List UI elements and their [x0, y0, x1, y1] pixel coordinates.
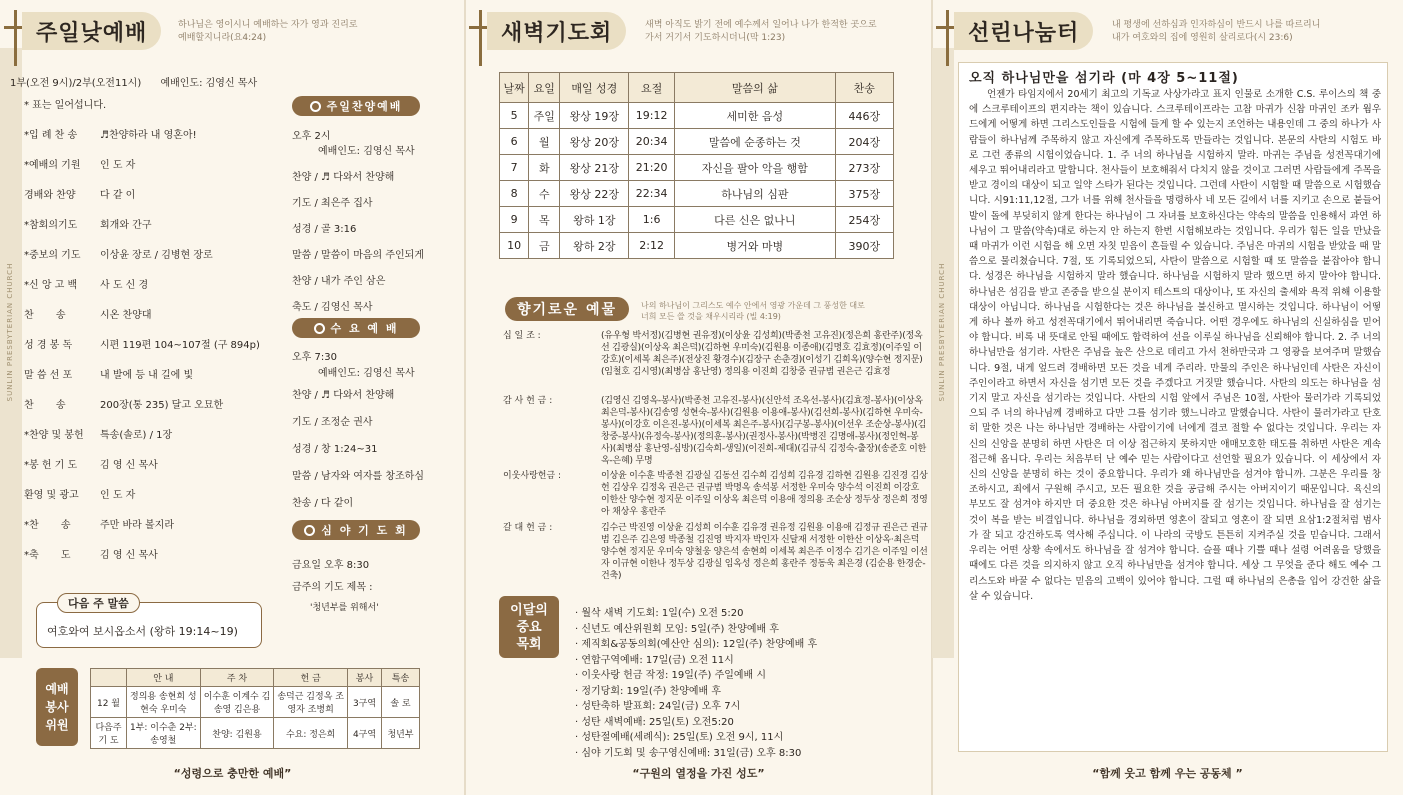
dawn-cell: 10 — [500, 233, 529, 259]
dawn-cell: 말씀에 순종하는 것 — [675, 129, 836, 155]
event-item: · 성탄 새벽예배: 25일(토) 오전5:20 — [575, 716, 734, 728]
wednesday-time: 오후 7:30 — [292, 352, 337, 363]
wednesday-line: 기도 / 조정순 권사 — [292, 417, 373, 428]
night-prayer-time: 금요일 오후 8:30 — [292, 560, 370, 571]
dawn-cell: 하나님의 심판 — [675, 181, 836, 207]
panel1-subtitle: 하나님은 영이시니 예배하는 자가 영과 진리로 예배할지니라(요4:24) — [178, 20, 358, 43]
offering-label: 이웃사랑헌금 : — [503, 471, 562, 481]
panel2-subtitle: 새벽 아직도 밝기 전에 예수께서 일어나 나가 한적한 곳으로 가서 거기서 기도하시더니(막 1:23) — [645, 20, 877, 43]
dawn-header: 말씀의 삶 — [675, 73, 836, 103]
table-row — [500, 233, 894, 259]
next-week-tag: 다음 주 말씀 — [57, 593, 140, 613]
order-value: 인 도 자 — [100, 490, 136, 501]
panel2-header — [465, 6, 932, 56]
panel2-footer: “구원의 열정을 가진 성도” — [632, 767, 765, 780]
table-row — [500, 103, 894, 129]
order-label: 말 씀 선 포 — [24, 370, 73, 381]
panel-sunday-worship — [0, 0, 465, 795]
dawn-cell: 왕상 21장 — [560, 155, 629, 181]
order-label: *중보의 기도 — [24, 250, 81, 261]
order-value: 주만 바라 볼지라 — [100, 520, 174, 531]
standing-note: * 표는 일어섭니다. — [24, 100, 107, 111]
order-item — [24, 486, 135, 501]
event-item: · 제직회&공동의회(예산안 심의): 12일(주) 찬양예배 후 — [575, 639, 818, 650]
order-label: 성 경 봉 독 — [24, 340, 73, 351]
order-value: 사 도 신 경 — [100, 280, 149, 291]
side-strip — [0, 48, 22, 658]
title-pill — [22, 12, 161, 50]
panel1-header — [0, 6, 465, 56]
order-value: 김 영 신 목사 — [100, 550, 158, 561]
order-item — [24, 276, 148, 291]
dawn-cell: 273장 — [835, 155, 893, 181]
dawn-header: 매일 성경 — [560, 73, 629, 103]
dawn-cell: 254장 — [835, 207, 893, 233]
order-label: 경배와 찬양 — [24, 190, 76, 201]
order-item — [24, 156, 135, 171]
table-row: 12 월 정의용 송현희 성현숙 우미숙 이수훈 이계수 김송영 김은용 송덕근 김정옥 조영자 조병희 3구역 솔 로 — [91, 687, 420, 718]
order-value: 시온 찬양대 — [100, 310, 152, 321]
dawn-cell: 왕상 19장 — [560, 103, 629, 129]
dawn-cell: 병거와 마병 — [675, 233, 836, 259]
table-row — [500, 181, 894, 207]
order-label: *봉 헌 기 도 — [24, 460, 78, 471]
dawn-cell: 446장 — [835, 103, 893, 129]
order-item — [24, 186, 135, 201]
praise-line: 성경 / 골 3:16 — [292, 224, 357, 235]
event-item: · 정기당회: 19일(주) 찬양예배 후 — [575, 685, 722, 697]
dawn-cell: 화 — [529, 155, 560, 181]
dawn-cell: 자신을 팔아 악을 행함 — [675, 155, 836, 181]
article-body: 언젠가 타임지에서 20세기 최고의 기독교 사상가라고 표지 인물로 소개한 C.S. 루이스의 책 중에 스크루테이프의 편지라는 책이 있습니다. 스크루테이프라는 고참 마귀가 신참 마귀인 조카 웜우드에게 어떻게 하면 그리스도인들을 시험에 들게 할 수 있는지 조언하는 내용인데 그 중의 하나가 사람들이 하나님께 주목하지 않고 자신에게 주목하도록 만들라는 것입니다. 본문의 사탄의 시험도 바로 그런 종류의 시험이었습니다. 1. 주 너의 하나님을 시험하지 말라. 마귀는 주님을 성전꼭대기에 세우고 뛰어내리라고 말합니다. 천사들이 보호해줘서 다치지 않을 것이고 그러면 사람들에게 주목을 받고 경이의 대상이 되고 일약 스타가 된다는 것입니다. 그런데 사탄이 시험할 때 말씀으로 시험했습니다. 시91:11,12절, 그가 너를 위해 천사들을 명령하사 네 모든 길에서 너를 지키고 손으로 붙들어 발이 돌에 부딪히지 않게 한다는 하나님이 그 자녀를 보호하신다는 약속의 말씀을 인용해서 과연 하나님이 그 말씀(약속)대로 하는지 안 하는지 한번 시험해보라는 것입니다. 우리가 힘든 일을 만났을 때 마귀가 이런 시험을 해 오면 자칫 믿음이 흔들릴 수 있습니다. 주님은 마귀의 시험을 받았을 때 말씀으로 물리쳤습니다. 7절, 또 기록되었으되, 사탄이 말씀으로 시험할 때 또 말씀을 붙잡아야 합니다. 성경은 하나님을 시험하지 말라 했습니다. 하나님을 시험하지 말라 했으면 하지 말아야 합니다. 하나님은 섬김을 받고 존중을 받으실 분이지 테스트의 대상이나, 또 자신의 출세와 욕적 위해 이용할 대상이 아닙니다. 하나님을 시험한다는 것은 하나님을 불신하고 멸시하는 것입니다. 하나님이 어떻게 하나 볼까 하고 성전꼭대기에서 뛰어내리면 죽습니다. 어떤 경우에도 하나님의 신실하심을 믿어야 합니다. 비록 내 뜻대로 안될 때에도 합력하여 선을 이루실 하나님을 신뢰해야 합니다. 2. 주 너의 하나님만을 섬기라. 사탄은 주님을 높은 산으로 데리고 가서 천하만국과 그 영광을 보여주며 말했습니다. 9절, 내게 엎드려 경배하면 모든 것을 네게 주리라. 만물의 주인은 하나님인데 사탄은 자신이 주인이라고 하면서 자신을 섬기면 모든 것을 주겠다고 거짓말 했습니다. 사탄의 의도는 하나님을 섬기지 말고 자신을 섬기라는 것입니다. 사탄의 시험 앞에서 주님은 10절, 사탄아 물러가라 기록되었으되 주 너의 하나님께 경배하고 다만 그를 섬기라 했느니라고 말했습니다. 사탄이 물러가라고 단호히 말한 것은 나는 하나님만 경배하는 사람이기에 너에게 결코 절할 수 없다는 것입니다. 우리는 자신의 신앙을 분명히 하면 사탄은 더 이상 접근하지 못하지만 애매모호한 태도를 취하면 사탄은 계속 접근해 옵니다. 우리는 처음부터 난 예수 믿는 사람이다고 선언할 필요가 있습니다. 이 세상에서 자신의 신앙을 분명히 하는 것이 중요합니다. 우리가 왜 하나님만을 섬겨야 합니까. 그분은 우리를 창조하시고, 죄에서 구원해 주시고, 모든 필요한 것을 공급해 주시는 아버지이기 때문입니다. 육신의 부모도 잘 섬겨야 하지만 더 중요한 것은 하나님 아버지를 잘 섬기는 것입니다. 하나님을 잘 섬기는 것이 복을 받는 비결입니다. 하나님을 경외하면 영혼이 잘되고 영혼이 잘 되면 요삼1:2절처럼 범사가 잘 되고 강건하도록 역사해 주십니다. 이 나라의 국방도 튼튼히 지켜주실 것을 믿습니다. 그래서 우리는 어떤 상황 속에서도 하나님을 잘 섬겨야 합니다. 슬플 때나 기쁠 때나 설령 어려움을 당했을 때에도 다른 것을 의지하지 않고 오직 하나님만을 섬겨야 합니다. 세상 그 무엇을 준다 해도 예수 그리스도와 바꿀 수 없다는 믿음의 고백이 있어야 합니다. 그럴 때 하나님의 은총을 입어 강건한 삶을 살 수 있습니다. — [969, 89, 1381, 602]
order-value: 200장(통 235) 달고 오묘한 — [100, 400, 224, 411]
panel3-title: 선린나눔터 — [968, 20, 1080, 46]
dawn-cell: 6 — [500, 129, 529, 155]
offering-label: 십 일 조 : — [503, 331, 541, 341]
dawn-cell: 5 — [500, 103, 529, 129]
dawn-cell: 20:34 — [629, 129, 675, 155]
vol-header: 주 차 — [200, 669, 274, 687]
title-pill — [954, 12, 1093, 50]
table-row — [500, 129, 894, 155]
order-item — [24, 366, 193, 381]
panel3-footer: “함께 웃고 함께 우는 공동체 ” — [1092, 767, 1243, 780]
next-week-word — [36, 597, 262, 648]
article-title: 오직 하나님만을 섬기라 (마 4장 5~11절) — [969, 71, 1239, 86]
praise-line: 축도 / 김영신 목사 — [292, 302, 373, 313]
vol-header: 특송 — [382, 669, 420, 687]
table-row — [500, 155, 894, 181]
order-value: 인 도 자 — [100, 160, 136, 171]
panel-dawn-prayer — [465, 0, 932, 795]
offering-label: 갈 대 헌 금 : — [503, 523, 553, 533]
praise-line: 찬양 / 내가 주인 삼은 — [292, 276, 386, 287]
order-label: 찬 송 — [24, 310, 66, 321]
night-prayer-title: 심 야 기 도 회 — [292, 520, 420, 540]
order-item — [24, 396, 223, 411]
order-value: 김 영 신 목사 — [100, 460, 158, 471]
order-label: *찬양 및 봉헌 — [24, 430, 84, 441]
order-value: 특송(솔로) / 1장 — [100, 430, 173, 441]
dawn-cell: 월 — [529, 129, 560, 155]
order-value: 회개와 간구 — [100, 220, 152, 231]
wednesday-title: 수 요 예 배 — [292, 318, 420, 338]
panel1-footer: “성령으로 충만한 예배” — [173, 767, 292, 780]
volunteer-box-label: 예배 봉사 위원 — [36, 668, 78, 746]
dawn-header: 날짜 — [500, 73, 529, 103]
dawn-cell: 204장 — [835, 129, 893, 155]
wednesday-leader: 예배인도: 김영신 목사 — [318, 368, 415, 379]
article-box — [958, 62, 1388, 752]
night-prayer-topic: '청년부를 위해서' — [310, 603, 379, 613]
dawn-cell: 22:34 — [629, 181, 675, 207]
order-item — [24, 546, 158, 561]
order-label: *참회의기도 — [24, 220, 78, 231]
night-prayer-topic-label: 금주의 기도 제목 : — [292, 582, 373, 593]
dawn-cell: 다른 신은 없나니 — [675, 207, 836, 233]
event-item: · 이웃사랑 헌금 작정: 19일(주) 주일예배 시 — [575, 670, 767, 681]
order-value: 내 발에 등 내 길에 빛 — [100, 370, 194, 381]
vol-header: 안 내 — [127, 669, 201, 687]
praise-line: 말씀 / 말씀이 마음의 주인되게 — [292, 250, 425, 261]
praise-line: 기도 / 최은주 집사 — [292, 198, 373, 209]
dawn-cell: 왕하 2장 — [560, 233, 629, 259]
order-label: 환영 및 광고 — [24, 490, 79, 501]
dawn-cell: 8 — [500, 181, 529, 207]
dawn-header: 요일 — [529, 73, 560, 103]
panel1-title: 주일낮예배 — [36, 20, 148, 46]
dawn-cell: 2:12 — [629, 233, 675, 259]
table-row: 다음주 기 도 1부: 이수춘 2부: 송영철 찬양: 김원용 수요: 정은희 4구역 청년부 — [91, 718, 420, 749]
cross-icon — [946, 10, 949, 66]
side-strip: SUNLIN PRESBYTERIAN CHURCH — [932, 48, 954, 658]
panel3-header — [932, 6, 1403, 56]
dawn-cell: 왕하 1장 — [560, 207, 629, 233]
dawn-cell: 21:20 — [629, 155, 675, 181]
dawn-cell: 주일 — [529, 103, 560, 129]
order-label: *예배의 기원 — [24, 160, 81, 171]
order-label: *입 례 찬 송 — [24, 130, 78, 141]
dawn-cell: 9 — [500, 207, 529, 233]
order-value: 이상윤 장로 / 김병현 장로 — [100, 250, 213, 261]
order-label: 찬 송 — [24, 400, 66, 411]
sunday-praise-title: 주일찬양예배 — [292, 96, 420, 116]
offering-subtitle: 나의 하나님이 그리스도 예수 안에서 영광 가운데 그 풍성한 대로 너희 모든 쓸 것을 채우시리라 (빌 4:19) — [641, 301, 865, 321]
panel-sharing — [932, 0, 1403, 795]
event-item: · 성탄축하 발표회: 24일(금) 오후 7시 — [575, 701, 741, 712]
event-item: · 신년도 예산위원회 모임: 5일(주) 찬양예배 후 — [575, 623, 780, 635]
dawn-cell: 왕상 20장 — [560, 129, 629, 155]
dawn-cell: 왕상 22장 — [560, 181, 629, 207]
order-item — [24, 336, 260, 351]
order-item — [24, 306, 151, 321]
order-label: *축 도 — [24, 550, 71, 561]
table-row — [500, 207, 894, 233]
vol-header: 봉사 — [348, 669, 382, 687]
offering-names: 이상윤 이수훈 박종천 김광실 김동선 김수희 김성희 김유경 김하현 김원용 김진경 김상헌 김상우 김정옥 권은근 권규범 박명옥 송석봉 서정한 우미숙 양수석 이진희 이강호 이한산 양수현 정지문 이주일 이상옥 최은덕 이용애 정의용 조순상 정두상 정은희 정영아 채상우 홍란주 — [601, 471, 928, 517]
order-label: *신 앙 고 백 — [24, 280, 78, 291]
volunteer-table — [90, 668, 420, 749]
order-item — [24, 246, 213, 261]
order-item — [24, 456, 158, 471]
cross-icon — [14, 10, 17, 66]
order-item — [24, 426, 172, 441]
dawn-cell: 19:12 — [629, 103, 675, 129]
offering-label: 감 사 헌 금 : — [503, 396, 553, 406]
cross-icon — [479, 10, 482, 66]
vol-header: 헌 금 — [274, 669, 348, 687]
offering-names: (김영신 김영옥-봉사)(박종천 고유진-봉사)(신안석 조옥선-봉사)(김효정-봉사)(이상옥 최은덕-봉사)(김송영 성현숙-봉사)(김원용 이용애-봉사)(김선희-봉사)(김하현 우미숙-봉사)(이강호 이은진-봉사)(이세복 최은주-봉사)(김구봉-봉사)(이선우 조순상-봉사)(김창중-봉사)(유정숙-봉사)(정의훈-봉사)(권정사-봉사)(박병진 김명애-봉사)(정인혁-봉사)(최병삼 홍난영-심방)(김숙희-생일)(이진희-제대)(김규식 김정숙-출장)(송준호 이한옥-은혜) 무명 — [601, 396, 927, 466]
panel2-title: 새벽기도회 — [501, 20, 613, 46]
title-pill — [487, 12, 626, 50]
offering-title: 향기로운 예물 — [505, 297, 629, 321]
wednesday-line: 찬양 / ♬ 다와서 찬양해 — [292, 390, 395, 401]
panel3-subtitle: 내 평생에 선하심과 인자하심이 반드시 나를 따르리니 내가 여호와의 집에 영원히 살리로다(시 23:6) — [1112, 20, 1321, 43]
dawn-cell: 금 — [529, 233, 560, 259]
dawn-schedule-table — [499, 72, 894, 259]
dawn-cell: 1:6 — [629, 207, 675, 233]
event-item: · 월삭 새벽 기도회: 1일(수) 오전 5:20 — [575, 608, 744, 619]
next-week-value: 여호와여 보시옵소서 (왕하 19:14~19) — [47, 625, 238, 638]
side-label: SUNLIN PRESBYTERIAN CHURCH — [6, 262, 14, 402]
dawn-cell: 390장 — [835, 233, 893, 259]
order-item — [24, 516, 174, 531]
event-item: · 연합구역예배: 17일(금) 오전 11시 — [575, 654, 734, 666]
wednesday-line: 성경 / 창 1:24~31 — [292, 444, 378, 455]
dawn-header: 찬송 — [835, 73, 893, 103]
dawn-header: 요절 — [629, 73, 675, 103]
praise-line: 찬양 / ♬ 다와서 찬양해 — [292, 172, 395, 183]
monthly-schedule-label: 이달의 중요 목회 — [499, 596, 559, 658]
wednesday-line: 찬송 / 다 같이 — [292, 498, 354, 509]
dawn-cell: 목 — [529, 207, 560, 233]
dawn-cell: 세미한 음성 — [675, 103, 836, 129]
order-item — [24, 216, 151, 231]
dawn-cell: 수 — [529, 181, 560, 207]
service-time: 1부(오전 9시)/2부(오전11시) 예배인도: 김영신 목사 — [10, 78, 258, 89]
offering-names: 김수근 박진영 이상윤 김성희 이수훈 김유경 권유정 김원용 이용애 김정규 권은근 권규범 김은주 김은영 박종철 김진영 박지자 박인자 신달재 서정한 이한산 이상옥·최은덕 양수현 정지문 우미숙 양철웅 양은석 송현희 이세복 최은주 이정수 김기은 이주일 이선자 이규현 이한나 정두상 김광실 임옥성 정은희 홍란주 정동욱 최은경 (김순용 한경순-건축) — [601, 523, 928, 581]
dawn-cell: 375장 — [835, 181, 893, 207]
offering-names: (유우형 박서정)(김병현 권유정)(이상윤 김성희)(박종천 고유진)(정은희 홍란주)(정옥선 김광실)(이상옥 최은덕)(김하현 우미숙)(김원용 이종애)(김명호 김효정)(이주일 이강호)(이세복 최은주)(전상진 황경수)(김장구 손춘경)(이성기 김희옥)(양수현 정지문)(임철호 김시영)(최병삼 홍난영) 정의용 이진희 김창중 권규범 권은근 김효정 — [601, 331, 923, 377]
order-item — [24, 126, 197, 141]
order-value: ♬찬양하라 내 영혼아! — [100, 130, 197, 141]
sunday-praise-time: 오후 2시 — [292, 131, 331, 142]
sunday-praise-leader: 예배인도: 김영신 목사 — [318, 146, 415, 157]
event-item: · 성탄절예배(세례식): 25일(토) 오전 9시, 11시 — [575, 732, 784, 743]
order-label: *찬 송 — [24, 520, 71, 531]
event-item: · 심야 기도회 및 송구영신예배: 31일(금) 오후 8:30 — [575, 747, 802, 759]
dawn-cell: 7 — [500, 155, 529, 181]
order-value: 시편 119편 104~107절 (구 894p) — [100, 340, 260, 351]
wednesday-line: 말씀 / 남자와 여자를 창조하심 — [292, 471, 425, 482]
order-value: 다 같 이 — [100, 190, 136, 201]
